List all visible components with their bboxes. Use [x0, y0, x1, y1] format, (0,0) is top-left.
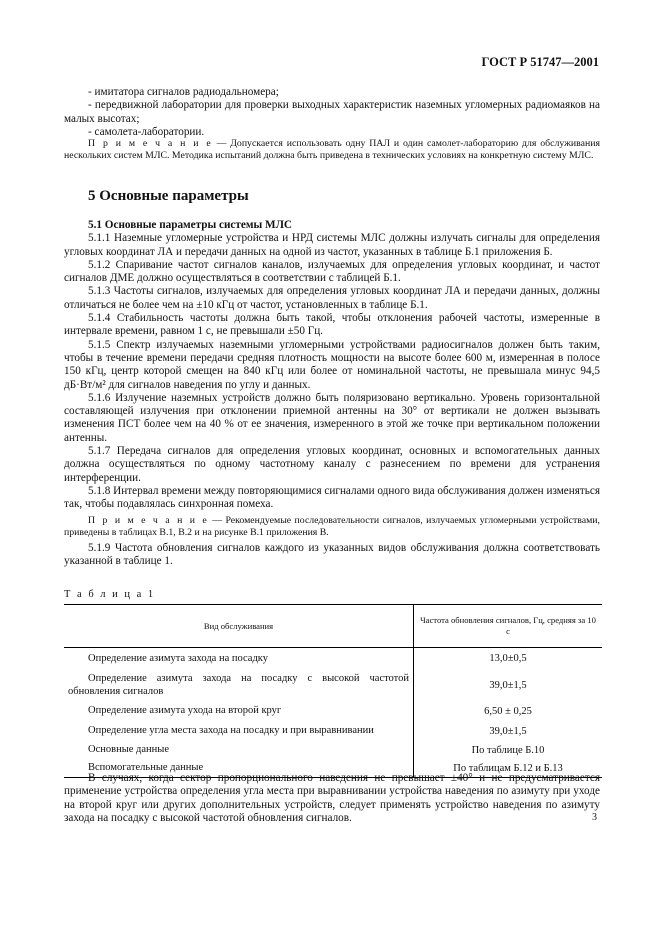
- table-cell-frequency: 13,0±0,5: [489, 653, 527, 665]
- table-row: [64, 722, 602, 742]
- paragraph-5-1-8: 5.1.8 Интервал времени между повторяющимися сигналами одного вида обслуживания должен изменяться так, чтобы подавлялась синхронная помеха.: [64, 484, 600, 511]
- note-2: [64, 515, 600, 539]
- paragraph-5-1-4: 5.1.4 Стабильность частоты должна быть такой, чтобы отклонения рабочей частоты, измеренные в интервале времени, равном 1 с, не превышали ±50 Гц.: [64, 312, 600, 338]
- section-heading: [64, 190, 600, 203]
- intro-item: - самолета-лаборатории.: [88, 125, 205, 138]
- document-header: ГОСТ Р 51747—2001: [481, 55, 599, 69]
- intro-item: - передвижной лаборатории для проверки выходных характеристик наземных угломерных радиомаяков на малых высотах;: [64, 99, 600, 125]
- section-title: 5 Основные параметры: [88, 188, 249, 204]
- table-cell-service: Основные данные: [64, 742, 414, 760]
- table-row: [64, 670, 602, 702]
- page-number: 3: [592, 812, 597, 823]
- table-cell-frequency: 6,50 ± 0,25: [484, 706, 532, 717]
- note-text: — Рекомендуемые последовательности сигналов, излучаемых угломерными устройствами, приведены в таблицах В.1, В.2 и на рисунке В.1 приложения В.: [64, 514, 601, 538]
- table-cell-service: Определение азимута захода на посадку с высокой частотой обновления сигналов: [64, 670, 414, 702]
- table-caption-text: Т а б л и ц а 1: [64, 589, 156, 600]
- intro-list: [64, 86, 600, 139]
- table-caption: [64, 588, 600, 601]
- table-header-service: Вид обслуживания: [64, 605, 414, 648]
- table-row: [64, 648, 602, 670]
- table-cell-service: Определение азимута захода на посадку: [64, 648, 414, 670]
- table-cell-service: Определение азимута ухода на второй круг: [64, 702, 414, 722]
- note-text: — Допускается использовать одну ПАЛ и один самолет-лабораторию для обслуживания нескольких систем МЛС. Методика испытаний должна быть приведена в технических условиях на конкретную систему МЛС.: [64, 138, 601, 161]
- paragraph-5-1-5: 5.1.5 Спектр излучаемых наземными угломерными устройствами радиосигналов должен быть таким, чтобы в течение времени передачи средняя плотность мощности на высоте более 600 м, измеренная в полосе 150 кГц, центр которой смещен на 840 кГц или более от номинальной частоты, не превышала минус 94,5 дБ·Вт/м² для сигналов наведения по углу и данных.: [64, 338, 600, 391]
- table-1: [64, 604, 602, 778]
- closing-text: В случаях, когда сектор пропорционального наведения не превышает ±40° и не предусматривается применение устройства определения угла места при выравнивании устройства наведения по азимуту при уходе на второй круг или других дополнительных устройств, следует применять устройство наведения по азимуту захода на посадку с высокой частотой обновления сигналов.: [64, 772, 600, 824]
- table-cell-frequency: 39,0±1,5: [489, 726, 527, 737]
- table-cell-service: Определение угла места захода на посадку и при выравнивании: [64, 722, 414, 742]
- paragraph-5-1-7: 5.1.7 Передача сигналов для определения угловых координат, основных и вспомогательных данных должна осуществляться по одному частотному каналу с разнесением по времени для устранения интерференции.: [64, 445, 600, 484]
- closing-paragraph: [64, 772, 600, 825]
- table-cell-frequency: 39,0±1,5: [489, 680, 527, 691]
- note-1: [64, 138, 600, 162]
- table-cell-service: Вспомогательные данные: [64, 760, 414, 778]
- subsection-title: 5.1 Основные параметры системы МЛС: [88, 219, 292, 231]
- paragraph-5-1-6: 5.1.6 Излучение наземных устройств должно быть поляризовано вертикально. Уровень горизонтальной составляющей излучения при отклонении приемной антенны на 30° от вертикали не должен вызывать изменения ПСТ более чем на 40 % от ее значения, измеренного в этой же точке при вертикальном положении антенны.: [64, 391, 600, 444]
- table-row: [64, 742, 602, 760]
- paragraph-5-1-3: 5.1.3 Частоты сигналов, излучаемых для определения угловых координат ЛА и передачи данных, должны отличаться не более чем на ±10 кГц от частот, установленных в таблице Б.1.: [64, 285, 600, 311]
- paragraph-5-1-2: 5.1.2 Спаривание частот сигналов каналов, излучаемых для определения угловых координат, и частот сигналов ДМЕ должно осуществляться в соответствии с таблицей Б.1.: [64, 258, 600, 285]
- intro-item: - имитатора сигналов радиодальномера;: [88, 86, 279, 98]
- table-cell-frequency: По таблицам Б.12 и Б.13: [453, 762, 563, 774]
- table-cell-frequency: По таблице Б.10: [471, 745, 545, 756]
- paragraph-5-1-1: 5.1.1 Наземные угломерные устройства и НРД системы МЛС должны излучать сигналы для определения угловых координат ЛА и передачи данных на одной из частот, указанных в таблице Б.1 приложения Б.: [64, 232, 600, 258]
- table-header-row: [64, 605, 602, 648]
- note-label: П р и м е ч а н и е: [88, 514, 209, 526]
- section-body: [64, 219, 600, 568]
- table-header-frequency: Частота обновления сигналов, Гц, средняя за 10 с: [414, 605, 603, 648]
- table-row: [64, 702, 602, 722]
- note-label: П р и м е ч а н и е: [88, 138, 213, 149]
- paragraph-5-1-9: 5.1.9 Частота обновления сигналов каждого из указанных видов обслуживания должна соответствовать указанной в таблице 1.: [64, 541, 600, 567]
